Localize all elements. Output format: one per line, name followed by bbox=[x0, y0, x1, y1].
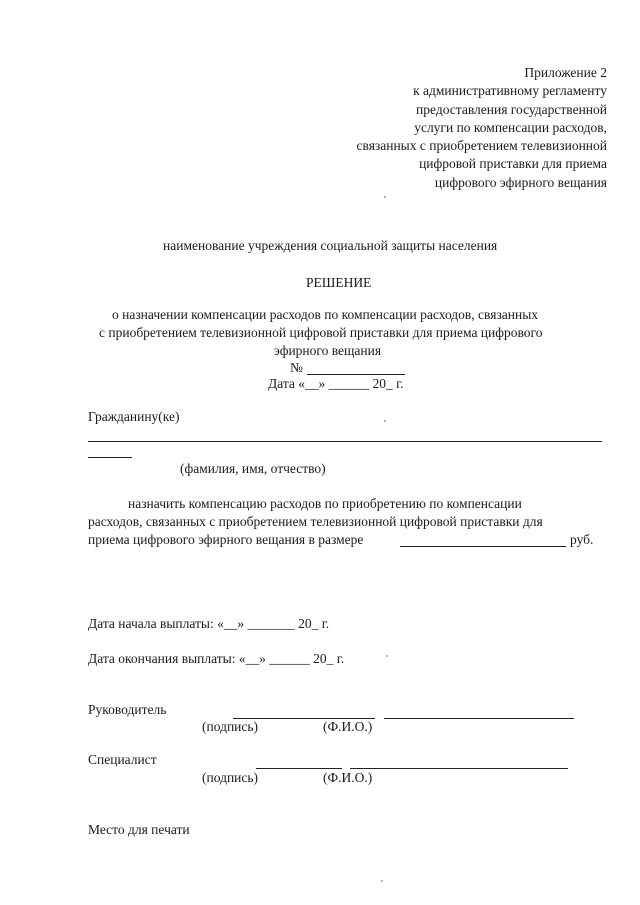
specialist-label: Специалист bbox=[88, 752, 157, 767]
appendix-header bbox=[357, 64, 608, 192]
decision-subject-line-2: с приобретением телевизионной цифровой приставки для приема цифрового bbox=[99, 325, 543, 340]
fio-caption: (фамилия, имя, отчество) bbox=[180, 461, 326, 476]
appendix-line-5: связанных с приобретением телевизионной bbox=[356, 138, 607, 154]
currency-label: руб. bbox=[570, 532, 594, 547]
decision-text-line-1: назначить компенсацию расходов по приобретению по компенсации bbox=[128, 496, 522, 511]
document-title: РЕШЕНИЕ bbox=[306, 275, 372, 290]
head-signature-caption: (подпись) bbox=[202, 719, 259, 734]
decision-text-line-2: расходов, связанных с приобретением телевизионной цифровой приставки для bbox=[88, 514, 543, 529]
specialist-signature-line bbox=[256, 768, 342, 769]
scan-speck bbox=[384, 196, 386, 198]
specialist-name-line bbox=[350, 768, 568, 769]
payment-end-date: Дата окончания выплаты: «__» ______ 20_ г. bbox=[88, 651, 345, 666]
head-name-caption: (Ф.И.О.) bbox=[323, 719, 373, 734]
amount-field-line bbox=[400, 546, 566, 547]
specialist-signature-caption: (подпись) bbox=[202, 770, 259, 785]
stamp-place-label: Место для печати bbox=[88, 822, 190, 837]
decision-date: Дата «__» ______ 20_ г. bbox=[268, 376, 404, 391]
citizen-label: Гражданину(ке) bbox=[88, 409, 180, 424]
appendix-line-4: услуги по компенсации расходов, bbox=[414, 119, 607, 135]
appendix-line-7: цифрового эфирного вещания bbox=[434, 174, 607, 190]
head-label: Руководитель bbox=[88, 702, 167, 717]
decision-subject-line-1: о назначении компенсации расходов по компенсации расходов, связанных bbox=[112, 307, 539, 322]
scan-speck bbox=[386, 655, 388, 657]
payment-start-date: Дата начала выплаты: «__» _______ 20_ г. bbox=[88, 616, 330, 631]
scan-speck bbox=[381, 880, 383, 882]
appendix-line-2: к административному регламенту bbox=[413, 83, 607, 99]
org-name: наименование учреждения социальной защиты населения bbox=[163, 238, 498, 253]
number-field-line bbox=[307, 374, 405, 375]
decision-subject-line-3: эфирного вещания bbox=[274, 343, 382, 358]
number-label: № bbox=[290, 360, 303, 375]
specialist-name-caption: (Ф.И.О.) bbox=[323, 770, 373, 785]
appendix-line-6: цифровой приставки для приема bbox=[419, 156, 607, 172]
citizen-name-line-continued bbox=[88, 457, 132, 458]
head-name-line bbox=[384, 718, 574, 719]
scan-speck bbox=[384, 420, 386, 422]
appendix-line-1: Приложение 2 bbox=[524, 65, 607, 80]
citizen-name-line bbox=[88, 441, 602, 442]
appendix-line-3: предоставления государственной bbox=[416, 101, 607, 117]
decision-text-line-3: приема цифрового эфирного вещания в размере bbox=[88, 532, 364, 547]
